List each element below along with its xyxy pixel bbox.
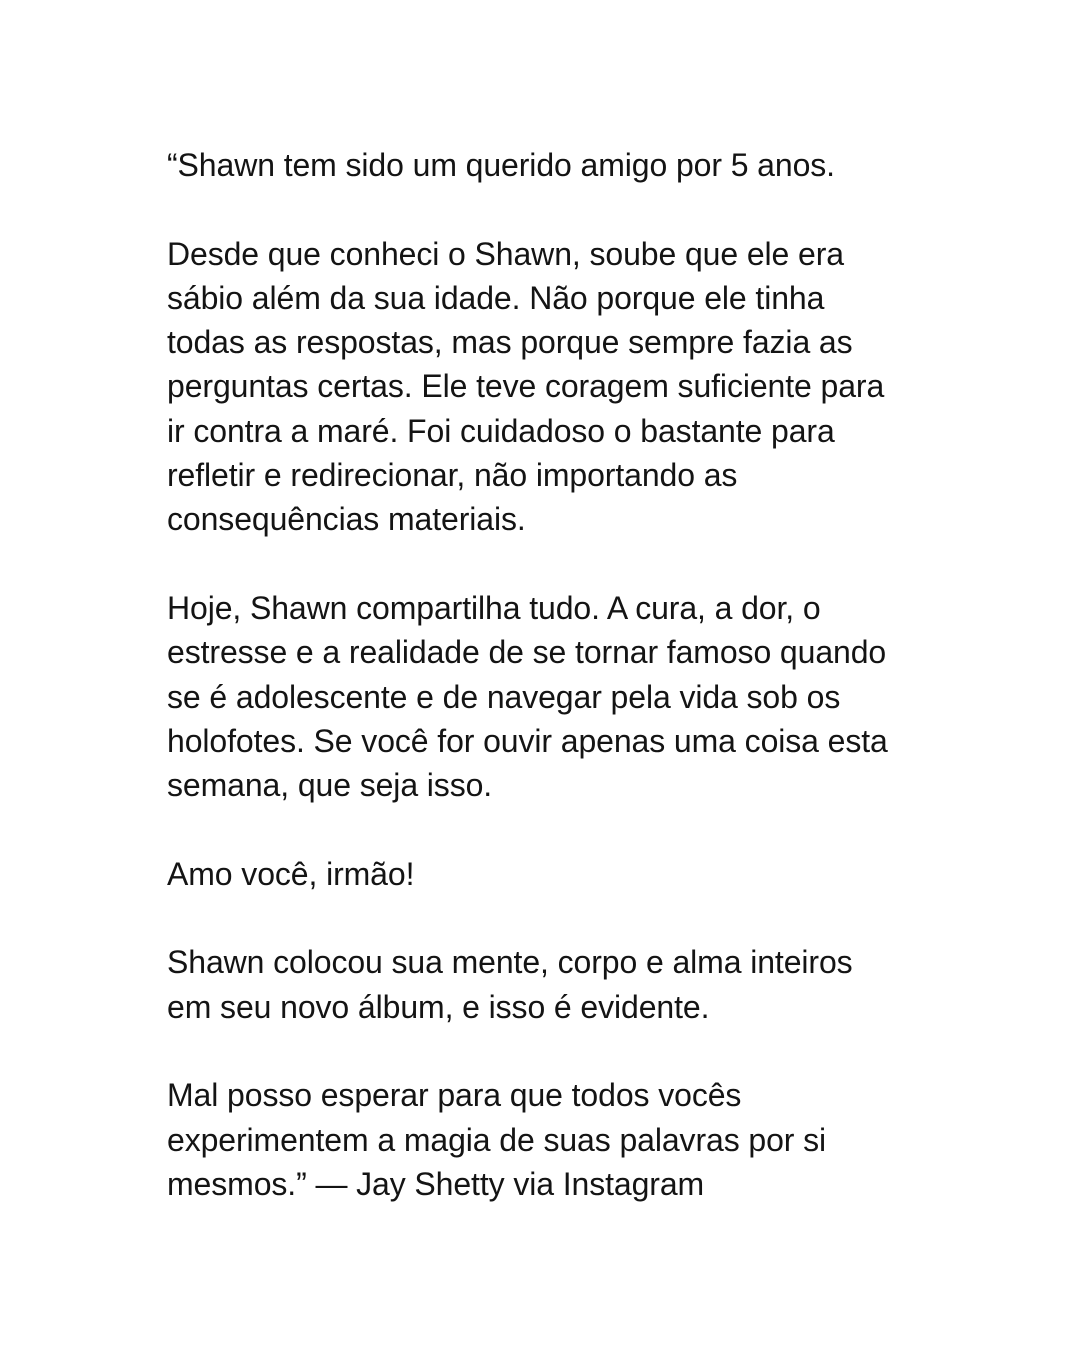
text-line: Shawn colocou sua mente, corpo e alma inteiros (167, 944, 853, 981)
text-line: Hoje, Shawn compartilha tudo. A cura, a dor, o (167, 589, 821, 626)
text-line: refletir e redirecionar, não importando as (167, 457, 738, 494)
text-line: se é adolescente e de navegar pela vida sob os (167, 678, 841, 715)
text-line: todas as respostas, mas porque sempre fazia as (167, 324, 853, 361)
text-line: ir contra a maré. Foi cuidadoso o bastante para (167, 412, 835, 449)
text-line: Mal posso esperar para que todos vocês (167, 1077, 742, 1114)
paragraph-closing (167, 1073, 927, 1206)
attribution-line: mesmos.” — Jay Shetty via Instagram (167, 1165, 705, 1202)
text-line: em seu novo álbum, e isso é evidente. (167, 988, 710, 1025)
text-line: estresse e a realidade de se tornar famoso quando (167, 634, 887, 671)
text-line: experimentem a magia de suas palavras por si (167, 1121, 827, 1158)
text-line: holofotes. Se você for ouvir apenas uma coisa esta (167, 722, 888, 759)
paragraph-today (167, 586, 927, 807)
text-line: Amo você, irmão! (167, 855, 415, 892)
text-line: “Shawn tem sido um querido amigo por 5 anos. (167, 147, 835, 183)
text-line: consequências materiais. (167, 501, 526, 538)
text-line: perguntas certas. Ele teve coragem suficiente para (167, 368, 885, 405)
quote-text (167, 143, 927, 1206)
text-line: Desde que conheci o Shawn, soube que ele era (167, 235, 844, 272)
paragraph-wisdom (167, 232, 927, 542)
text-line: semana, que seja isso. (167, 767, 493, 804)
text-line: sábio além da sua idade. Não porque ele tinha (167, 279, 825, 316)
paragraph-love (167, 852, 927, 896)
paragraph-album (167, 940, 927, 1029)
paragraph-intro (167, 143, 927, 187)
